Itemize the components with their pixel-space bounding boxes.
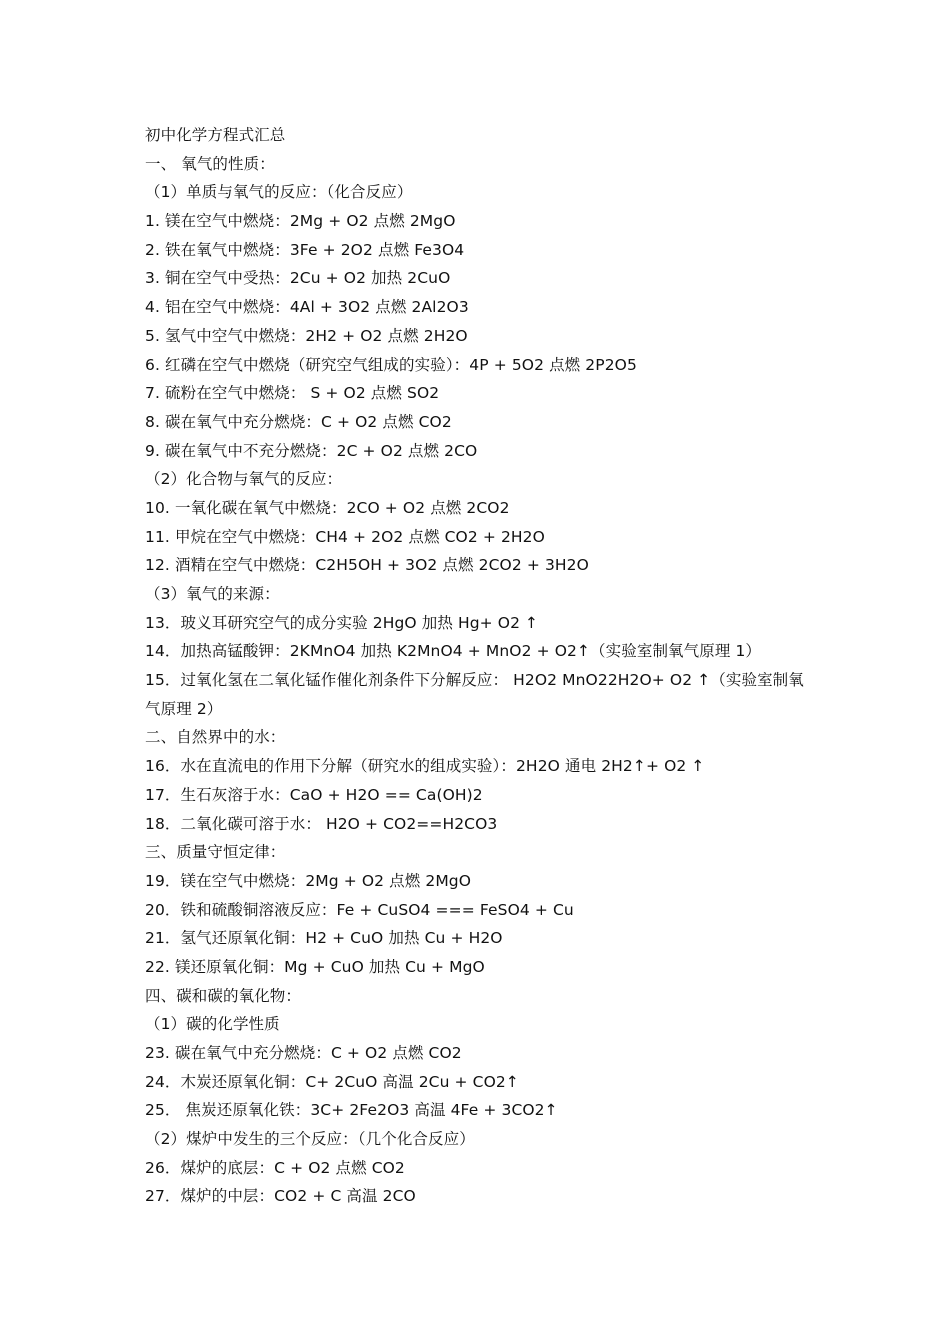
equation-line: 10. 一氧化碳在氧气中燃烧：2CO + O2 点燃 2CO2 [145, 498, 510, 517]
equation-line: 19．镁在空气中燃烧：2Mg + O2 点燃 2MgO [145, 871, 472, 890]
equation-line: 23. 碳在氧气中充分燃烧：C + O2 点燃 CO2 [145, 1044, 462, 1063]
equation-line: 12. 酒精在空气中燃烧：C2H5OH + 3O2 点燃 2CO2 + 3H2O [145, 556, 589, 575]
equation-line: 4. 铝在空气中燃烧：4Al + 3O2 点燃 2Al2O3 [145, 298, 469, 317]
equation-line: 8. 碳在氧气中充分燃烧：C + O2 点燃 CO2 [145, 412, 452, 431]
subsection-heading: （2）煤炉中发生的三个反应：（几个化合反应） [145, 1130, 475, 1149]
equation-line: 21．氢气还原氧化铜：H2 + CuO 加热 Cu + H2O [145, 929, 503, 948]
equation-line: 25． 焦炭还原氧化铁：3C+ 2Fe2O3 高温 4Fe + 3CO2↑ [145, 1101, 558, 1120]
subsection-heading: （1）单质与氧气的反应：（化合反应） [145, 183, 413, 202]
equation-line: 24．木炭还原氧化铜：C+ 2CuO 高温 2Cu + CO2↑ [145, 1072, 519, 1091]
equation-line: 15．过氧化氢在二氧化锰作催化剂条件下分解反应： H2O2 MnO22H2O+ O2 ↑（实验室制氧气原理 2） [145, 671, 804, 718]
subsection-heading: （2）化合物与氧气的反应： [145, 470, 343, 489]
document-title: 初中化学方程式汇总 [145, 126, 286, 144]
equation-line: 16．水在直流电的作用下分解（研究水的组成实验）：2H2O 通电 2H2↑+ O2 ↑ [145, 757, 705, 776]
equation-line: 17．生石灰溶于水：CaO + H2O == Ca(OH)2 [145, 785, 483, 804]
equation-line: 20．铁和硫酸铜溶液反应：Fe + CuSO4 === FeSO4 + Cu [145, 900, 574, 919]
equation-line: 7. 硫粉在空气中燃烧： S + O2 点燃 SO2 [145, 384, 440, 403]
equation-line: 22. 镁还原氧化铜：Mg + CuO 加热 Cu + MgO [145, 957, 485, 976]
equation-line: 11. 甲烷在空气中燃烧：CH4 + 2O2 点燃 CO2 + 2H2O [145, 527, 545, 546]
equation-line: 27．煤炉的中层：CO2 + C 高温 2CO [145, 1187, 416, 1206]
equation-line: 18．二氧化碳可溶于水： H2O + CO2==H2CO3 [145, 814, 498, 833]
section-heading-carbon: 四、碳和碳的氧化物： [145, 986, 302, 1005]
equation-line: 3. 铜在空气中受热：2Cu + O2 加热 2CuO [145, 269, 451, 288]
equation-line: 1. 镁在空气中燃烧：2Mg + O2 点燃 2MgO [145, 212, 456, 231]
equation-line: 14．加热高锰酸钾：2KMnO4 加热 K2MnO4 + MnO2 + O2↑（实验室制氧气原理 1） [145, 642, 762, 661]
equation-line: 6. 红磷在空气中燃烧（研究空气组成的实验）：4P + 5O2 点燃 2P2O5 [145, 355, 637, 374]
equation-line: 2. 铁在氧气中燃烧：3Fe + 2O2 点燃 Fe3O4 [145, 240, 465, 259]
document-body [145, 121, 815, 1211]
subsection-heading: （1）碳的化学性质 [145, 1015, 280, 1034]
section-heading-mass-conservation: 三、质量守恒定律： [145, 843, 286, 862]
equation-line: 13．玻义耳研究空气的成分实验 2HgO 加热 Hg+ O2 ↑ [145, 613, 539, 632]
subsection-heading: （3）氧气的来源： [145, 585, 280, 603]
section-heading-oxygen: 一、 氧气的性质： [145, 154, 275, 173]
section-heading-water: 二、自然界中的水： [145, 728, 286, 747]
equation-line: 26．煤炉的底层：C + O2 点燃 CO2 [145, 1158, 405, 1177]
equation-line: 5. 氢气中空气中燃烧：2H2 + O2 点燃 2H2O [145, 326, 468, 345]
equation-line: 9. 碳在氧气中不充分燃烧：2C + O2 点燃 2CO [145, 441, 478, 460]
